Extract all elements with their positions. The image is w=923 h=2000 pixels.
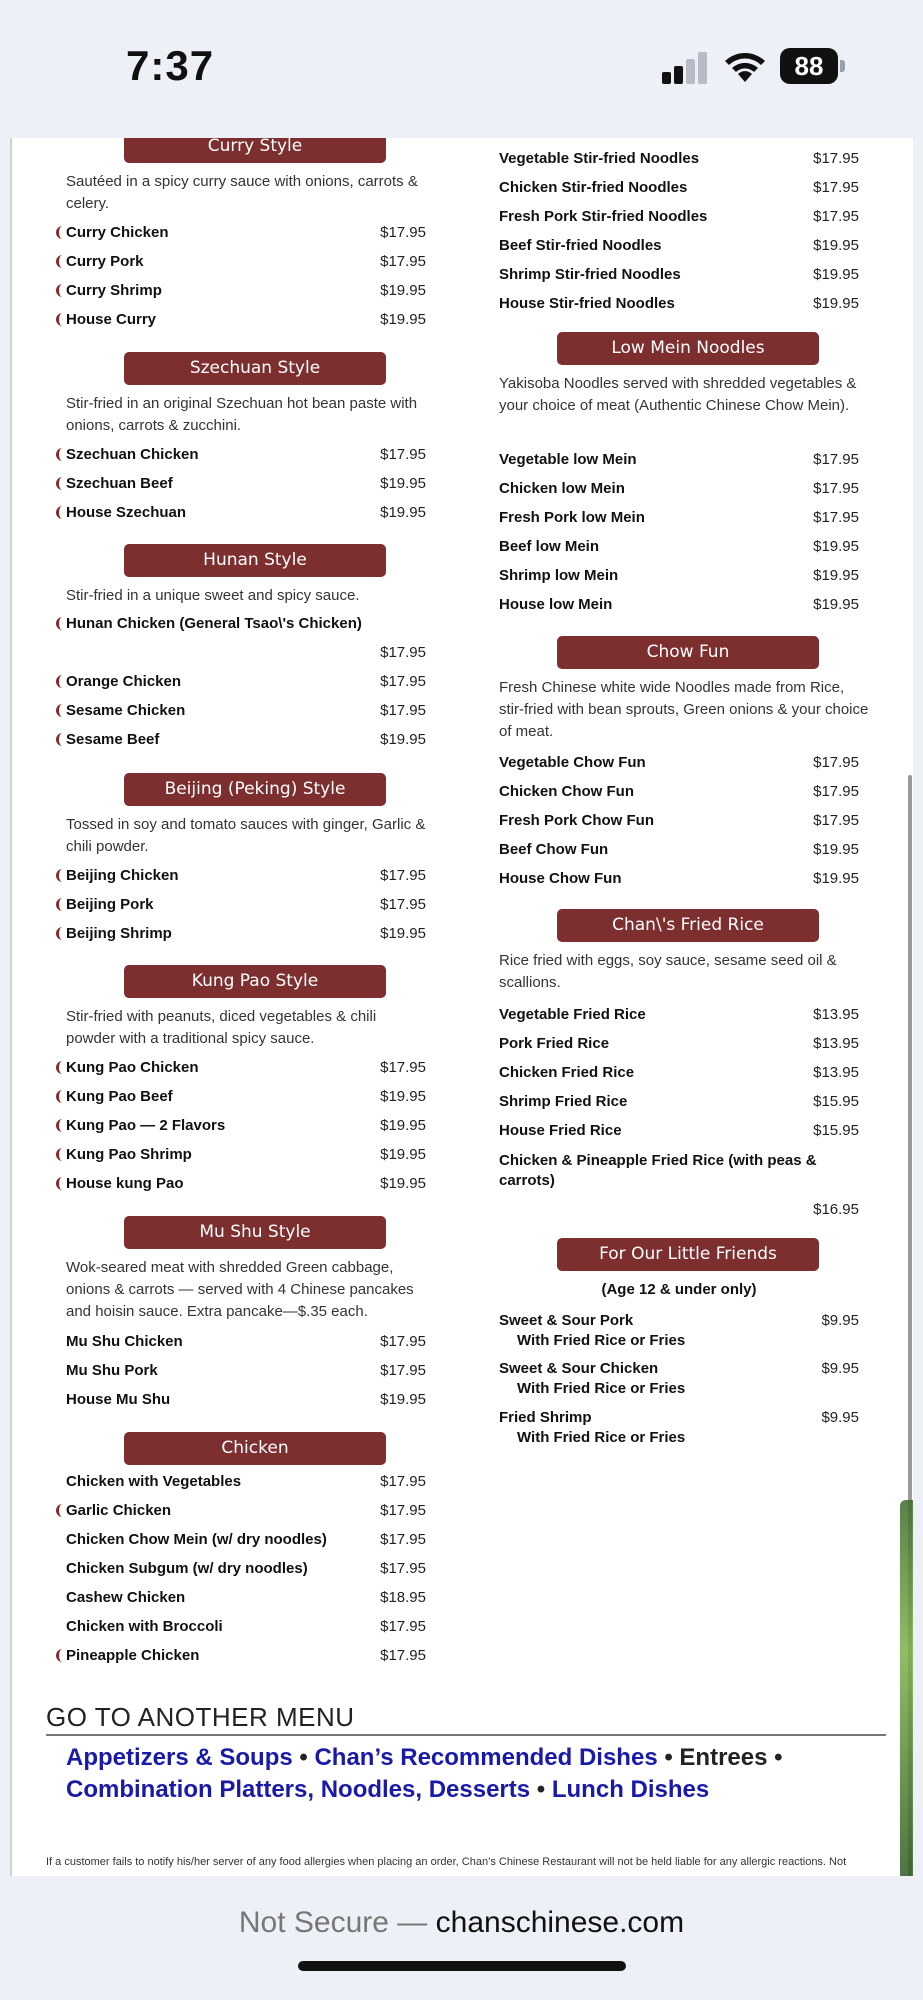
menu-item-name: Chicken Fried Rice [499,1064,635,1081]
menu-item-name: Szechuan Chicken [66,446,199,463]
menu-item-price: $17.95 [380,1362,426,1379]
menu-item-price: $16.95 [813,1201,859,1218]
menu-item-price: $19.95 [813,266,859,283]
spicy-pepper-icon [56,284,66,297]
url-display[interactable] [0,1906,923,1940]
menu-item-price: $19.95 [380,1146,426,1163]
spicy-pepper-icon [56,1649,66,1662]
menu-item-name: Beef low Mein [499,538,600,555]
menu-item-price: $17.95 [380,446,426,463]
menu-item-name: Shrimp low Mein [499,567,619,584]
spicy-pepper-icon [56,1504,66,1517]
page-edge [10,138,12,1876]
menu-item-name: Vegetable Fried Rice [499,1006,646,1023]
section-heading-hunan: Hunan Style [124,544,386,577]
spicy-pepper-icon [56,226,66,239]
section-heading-curry: Curry Style [124,138,386,163]
menu-item-name: House Stir-fried Noodles [499,295,675,312]
spicy-pepper-icon [56,617,66,630]
menu-item-price: $17.95 [380,1473,426,1490]
menu-item-name: Chicken Chow Fun [499,783,634,800]
spicy-pepper-icon [56,255,66,268]
spicy-pepper-icon [56,869,66,882]
menu-item-name: Hunan Chicken (General Tsao\'s Chicken) [66,615,362,632]
wifi-icon [724,48,766,84]
menu-item-price: $19.95 [380,311,426,328]
menu-item-name: Garlic Chicken [66,1502,172,1519]
menu-item-price: $18.95 [380,1589,426,1606]
background-plant-image [900,1500,913,1880]
link-appetizers-soups[interactable]: Appetizers & Soups [66,1744,293,1771]
menu-item-name: Vegetable low Mein [499,451,637,468]
section-heading-chicken: Chicken [124,1432,386,1465]
menu-item-price: $9.95 [821,1312,859,1329]
menu-item-price: $19.95 [380,1175,426,1192]
menu-item-name: Fried Shrimp [499,1409,592,1426]
link-separator: • [536,1776,546,1803]
menu-item-price: $19.95 [813,567,859,584]
not-secure-label: Not Secure — [238,1906,428,1939]
section-desc-curry: Sautéed in a spicy curry sauce with onions, carrots & celery. [66,173,418,212]
menu-item-name: Kung Pao Beef [66,1088,173,1105]
menu-item-price: $17.95 [380,644,426,661]
section-heading-szechuan: Szechuan Style [124,352,386,385]
spicy-pepper-icon [56,675,66,688]
menu-item-name: Beijing Shrimp [66,925,172,942]
menu-item-name: Beef Chow Fun [499,841,609,858]
menu-item-name: Chicken with Broccoli [66,1618,223,1635]
spicy-pepper-icon [56,1177,66,1190]
battery-level: 88 [780,48,838,84]
menu-item-price: $17.95 [813,812,859,829]
spicy-pepper-icon [56,898,66,911]
menu-item-price: $17.95 [380,1531,426,1548]
menu-item-price: $17.95 [813,783,859,800]
section-desc-low-mein: Yakisoba Noodles served with shredded vegetables & your choice of meat (Authentic Chinese Chow Mein). [499,375,857,414]
menu-item-price: $19.95 [813,870,859,887]
allergy-disclaimer: If a customer fails to notify his/her server of any food allergies when placing an order, Chan’s Chinese Restaurant will not be held liable for any allergic reactions. Not [46,1856,847,1868]
menu-item-name: Fresh Pork Stir-fried Noodles [499,208,708,225]
menu-item-name: Shrimp Stir-fried Noodles [499,266,681,283]
status-bar [0,0,923,138]
spicy-pepper-icon [56,1148,66,1161]
menu-item-name: House Szechuan [66,504,187,521]
menu-item-price: $19.95 [380,925,426,942]
menu-item-name: Curry Pork [66,253,144,270]
section-heading-chow-fun: Chow Fun [557,636,819,669]
menu-item-price: $17.95 [380,1560,426,1577]
menu-item-price: $9.95 [821,1360,859,1377]
menu-item-price: $19.95 [380,1117,426,1134]
menu-item-name: Pineapple Chicken [66,1647,200,1664]
link-separator: • [299,1744,308,1771]
menu-item-name: House Mu Shu [66,1391,171,1408]
menu-item-price: $13.95 [813,1035,859,1052]
menu-item-price: $19.95 [813,596,859,613]
section-heading-mu-shu: Mu Shu Style [124,1216,386,1249]
menu-item-name: Shrimp Fried Rice [499,1093,628,1110]
menu-item-name: Curry Shrimp [66,282,162,299]
section-desc-kung-pao: Stir-fried with peanuts, diced vegetables & chili powder with a traditional spicy sauce. [66,1008,377,1047]
spicy-pepper-icon [56,506,66,519]
menu-item-name: Mu Shu Chicken [66,1333,183,1350]
menu-item-name: House Curry [66,311,157,328]
menu-item-name: Cashew Chicken [66,1589,186,1606]
menu-item-name: Chicken Stir-fried Noodles [499,179,688,196]
menu-item-price: $17.95 [380,673,426,690]
menu-item-name: Chicken low Mein [499,480,625,497]
menu-item-name: Fresh Pork Chow Fun [499,812,655,829]
menu-item-price: $17.95 [813,208,859,225]
section-heading-kung-pao: Kung Pao Style [124,965,386,998]
menu-item-price: $19.95 [380,282,426,299]
menu-item-name: Chicken Chow Mein (w/ dry noodles) [66,1531,327,1548]
web-page [10,138,913,1876]
spicy-pepper-icon [56,927,66,940]
current-menu-entrees: Entrees [679,1744,768,1771]
menu-item-sub: With Fried Rice or Fries [517,1429,686,1446]
menu-item-price: $19.95 [813,841,859,858]
menu-item-price: $17.95 [380,1059,426,1076]
section-desc-mu-shu: Wok-seared meat with shredded Green cabbage, onions & carrots — served with 4 Chinese pancakes and hoisin sauce. Extra pancake—$.35 each. [66,1259,414,1320]
menu-item-price: $19.95 [813,237,859,254]
link-recommended-dishes[interactable]: Chan’s Recommended Dishes [314,1744,658,1771]
menu-item-price: $15.95 [813,1093,859,1110]
menu-item-name: House low Mein [499,596,613,613]
menu-item-price: $17.95 [380,867,426,884]
section-desc-szechuan: Stir-fried in an original Szechuan hot bean paste with onions, carrots & zucchini. [66,395,418,434]
spicy-pepper-icon [56,313,66,326]
section-heading-fried-rice: Chan\'s Fried Rice [557,909,819,942]
spicy-pepper-icon [56,448,66,461]
menu-item-price: $19.95 [380,731,426,748]
menu-item-price: $13.95 [813,1006,859,1023]
menu-item-name: Beijing Chicken [66,867,179,884]
menu-item-price: $17.95 [380,1647,426,1664]
menu-item-name: Chicken Subgum (w/ dry noodles) [66,1560,308,1577]
menu-item-name: Mu Shu Pork [66,1362,158,1379]
section-desc-chow-fun: Fresh Chinese white wide Noodles made from Rice, stir-fried with bean sprouts, Green onions & your choice of meat. [499,679,869,740]
link-separator: • [664,1744,673,1771]
section-desc-beijing: Tossed in soy and tomato sauces with ginger, Garlic & chili powder. [66,816,426,855]
cellular-signal-icon [662,52,710,84]
section-heading-low-mein: Low Mein Noodles [557,332,819,365]
domain-label: chanschinese.com [435,1906,685,1939]
menu-item-price: $19.95 [813,538,859,555]
divider [46,1734,886,1736]
spicy-pepper-icon [56,1061,66,1074]
kids-age-note: (Age 12 & under only) [601,1281,757,1298]
menu-item-name: Kung Pao — 2 Flavors [66,1117,226,1134]
menu-item-name: Vegetable Stir-fried Noodles [499,150,700,167]
menu-item-name: Sweet & Sour Chicken [499,1360,659,1377]
menu-item-name: House kung Pao [66,1175,184,1192]
menu-item-name: Pork Fried Rice [499,1035,610,1052]
link-separator: • [774,1744,783,1771]
spicy-pepper-icon [56,1119,66,1132]
menu-item-name: House Fried Rice [499,1122,622,1139]
spicy-pepper-icon [56,1090,66,1103]
menu-item-name: Beijing Pork [66,896,154,913]
browser-address-bar[interactable] [0,1876,923,2000]
menu-item-price: $17.95 [380,1333,426,1350]
menu-item-price: $19.95 [813,295,859,312]
menu-item-name: Chicken with Vegetables [66,1473,242,1490]
section-heading-beijing: Beijing (Peking) Style [124,773,386,806]
spicy-pepper-icon [56,733,66,746]
section-desc-hunan: Stir-fried in a unique sweet and spicy sauce. [66,587,360,604]
menu-item-price: $17.95 [813,150,859,167]
menu-item-price: $19.95 [380,504,426,521]
menu-item-price: $17.95 [380,224,426,241]
spicy-pepper-icon [56,477,66,490]
menu-item-name: Fresh Pork low Mein [499,509,645,526]
spicy-pepper-icon [56,704,66,717]
menu-item-name: Beef Stir-fried Noodles [499,237,662,254]
menu-item-price: $19.95 [380,475,426,492]
go-to-menu-heading: GO TO ANOTHER MENU [46,1702,355,1732]
menu-item-price: $9.95 [821,1409,859,1426]
menu-item-name: Curry Chicken [66,224,169,241]
menu-item-name: House Chow Fun [499,870,622,887]
menu-item-name: Vegetable Chow Fun [499,754,646,771]
clock: 7:37 [126,42,215,89]
menu-item-price: $17.95 [813,451,859,468]
menu-item-name: Szechuan Beef [66,475,173,492]
menu-item-price: $17.95 [380,702,426,719]
menu-item-name: Sesame Beef [66,731,160,748]
menu-item-price: $17.95 [380,1502,426,1519]
section-heading-kids: For Our Little Friends [557,1238,819,1271]
menu-item-name: Chicken & Pineapple Fried Rice (with peas & carrots) [499,1152,817,1189]
menu-item-price: $17.95 [380,1618,426,1635]
section-desc-fried-rice: Rice fried with eggs, soy sauce, sesame seed oil & scallions. [499,952,837,991]
menu-item-sub: With Fried Rice or Fries [517,1332,686,1349]
link-lunch-dishes[interactable]: Lunch Dishes [551,1776,710,1803]
menu-item-name: Sweet & Sour Pork [499,1312,634,1329]
home-indicator[interactable] [298,1961,626,1971]
menu-item-price: $17.95 [813,179,859,196]
menu-item-price: $17.95 [380,253,426,270]
menu-item-price: $19.95 [380,1391,426,1408]
menu-item-price: $13.95 [813,1064,859,1081]
menu-item-sub: With Fried Rice or Fries [517,1380,686,1397]
menu-item-name: Kung Pao Shrimp [66,1146,192,1163]
menu-item-name: Kung Pao Chicken [66,1059,199,1076]
menu-item-price: $17.95 [380,896,426,913]
menu-item-price: $17.95 [813,754,859,771]
menu-item-price: $19.95 [380,1088,426,1105]
menu-item-price: $15.95 [813,1122,859,1139]
menu-item-name: Sesame Chicken [66,702,186,719]
menu-item-name: Orange Chicken [66,673,182,690]
menu-item-price: $17.95 [813,480,859,497]
battery-icon [780,48,844,86]
menu-links [66,1742,866,1806]
link-combination-platters[interactable]: Combination Platters, Noodles, Desserts [66,1776,531,1803]
menu-item-price: $17.95 [813,509,859,526]
